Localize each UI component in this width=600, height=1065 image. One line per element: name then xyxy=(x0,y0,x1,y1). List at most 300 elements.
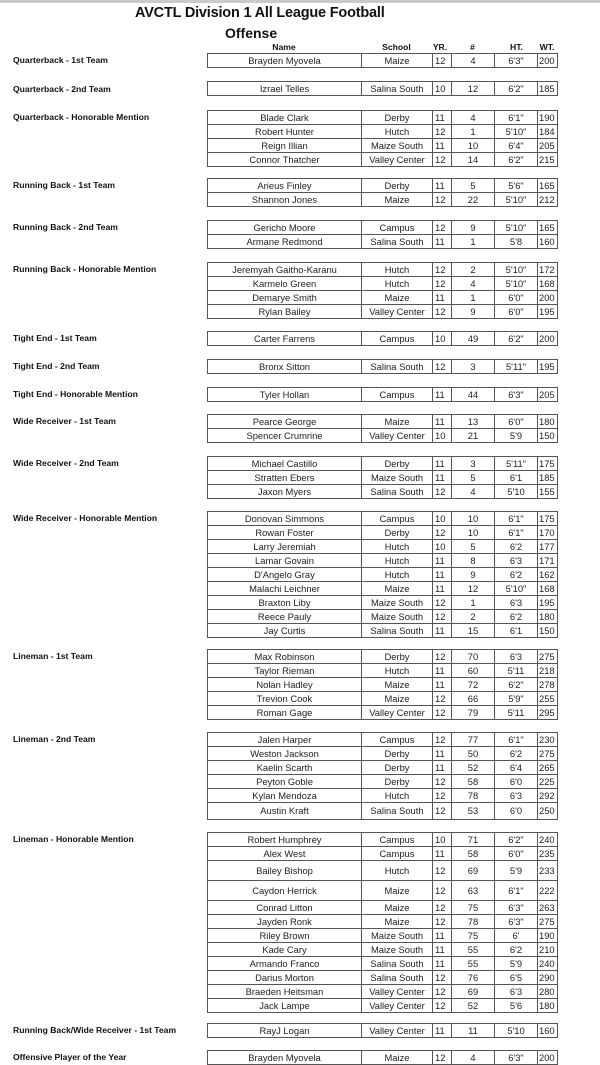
player-weight-cell: 190 xyxy=(538,929,558,943)
player-height-cell: 6'2 xyxy=(495,943,538,957)
player-weight-cell: 165 xyxy=(538,221,558,235)
player-name-cell: Riley Brown xyxy=(208,929,362,943)
player-height-cell: 6'0" xyxy=(495,847,538,861)
player-number-cell: 75 xyxy=(452,901,495,915)
player-year-cell: 12 xyxy=(433,526,452,540)
player-name-cell: Michael Castillo xyxy=(208,457,362,471)
player-name-cell: Jay Curtis xyxy=(208,624,362,638)
player-weight-cell: 177 xyxy=(538,540,558,554)
player-school-cell: Maize xyxy=(362,881,433,901)
player-school-cell: Valley Center xyxy=(362,1024,433,1038)
player-number-cell: 11 xyxy=(452,1024,495,1038)
player-year-cell: 11 xyxy=(433,929,452,943)
player-weight-cell: 218 xyxy=(538,664,558,678)
player-weight-cell: 290 xyxy=(538,971,558,985)
player-school-cell: Maize xyxy=(362,291,433,305)
player-height-cell: 6'2" xyxy=(495,678,538,692)
roster-table xyxy=(207,110,558,167)
player-number-cell: 5 xyxy=(452,540,495,554)
player-row xyxy=(208,415,558,429)
player-school-cell: Hutch xyxy=(362,568,433,582)
section-label: Running Back - 2nd Team xyxy=(13,222,118,232)
player-weight-cell: 195 xyxy=(538,360,558,374)
player-row xyxy=(208,747,558,761)
player-weight-cell: 160 xyxy=(538,1024,558,1038)
player-number-cell: 4 xyxy=(452,111,495,125)
player-year-cell: 11 xyxy=(433,179,452,193)
player-height-cell: 6' xyxy=(495,929,538,943)
player-height-cell: 5'9 xyxy=(495,429,538,443)
player-height-cell: 5'10 xyxy=(495,1024,538,1038)
player-row xyxy=(208,221,558,235)
player-number-cell: 2 xyxy=(452,610,495,624)
player-year-cell: 10 xyxy=(433,429,452,443)
roster-table xyxy=(207,53,558,68)
window-top-edge xyxy=(0,0,600,3)
player-row xyxy=(208,833,558,847)
player-year-cell: 12 xyxy=(433,277,452,291)
player-name-cell: Demarye Smith xyxy=(208,291,362,305)
roster-table xyxy=(207,649,558,720)
player-number-cell: 75 xyxy=(452,929,495,943)
roster-table xyxy=(207,1050,558,1065)
player-weight-cell: 200 xyxy=(538,291,558,305)
player-weight-cell: 212 xyxy=(538,193,558,207)
player-weight-cell: 200 xyxy=(538,332,558,346)
player-number-cell: 63 xyxy=(452,881,495,901)
player-school-cell: Hutch xyxy=(362,861,433,881)
player-row xyxy=(208,847,558,861)
player-number-cell: 1 xyxy=(452,235,495,249)
player-height-cell: 5'9" xyxy=(495,692,538,706)
player-school-cell: Derby xyxy=(362,775,433,789)
player-school-cell: Maize South xyxy=(362,471,433,485)
player-row xyxy=(208,971,558,985)
player-height-cell: 6'2 xyxy=(495,610,538,624)
player-year-cell: 12 xyxy=(433,305,452,319)
player-row xyxy=(208,526,558,540)
player-year-cell: 12 xyxy=(433,360,452,374)
player-row xyxy=(208,706,558,720)
player-height-cell: 6'2" xyxy=(495,833,538,847)
player-school-cell: Hutch xyxy=(362,789,433,803)
player-year-cell: 12 xyxy=(433,1051,452,1065)
player-school-cell: Maize xyxy=(362,1051,433,1065)
player-weight-cell: 160 xyxy=(538,235,558,249)
player-height-cell: 6'5 xyxy=(495,971,538,985)
player-school-cell: Campus xyxy=(362,833,433,847)
player-school-cell: Salina South xyxy=(362,971,433,985)
player-height-cell: 5'11 xyxy=(495,664,538,678)
player-height-cell: 6'1" xyxy=(495,881,538,901)
player-school-cell: Maize South xyxy=(362,943,433,957)
player-number-cell: 3 xyxy=(452,360,495,374)
player-row xyxy=(208,775,558,789)
player-name-cell: Jayden Ronk xyxy=(208,915,362,929)
player-number-cell: 49 xyxy=(452,332,495,346)
player-number-cell: 15 xyxy=(452,624,495,638)
player-number-cell: 10 xyxy=(452,139,495,153)
player-number-cell: 55 xyxy=(452,957,495,971)
player-weight-cell: 195 xyxy=(538,596,558,610)
player-name-cell: Lamar Govain xyxy=(208,554,362,568)
player-school-cell: Salina South xyxy=(362,360,433,374)
player-name-cell: Conrad Litton xyxy=(208,901,362,915)
player-row xyxy=(208,733,558,747)
player-weight-cell: 205 xyxy=(538,139,558,153)
player-school-cell: Campus xyxy=(362,733,433,747)
player-row xyxy=(208,235,558,249)
player-year-cell: 11 xyxy=(433,111,452,125)
player-row xyxy=(208,305,558,319)
player-height-cell: 6'2 xyxy=(495,747,538,761)
player-name-cell: Stratten Ebers xyxy=(208,471,362,485)
player-number-cell: 13 xyxy=(452,415,495,429)
player-row xyxy=(208,1051,558,1065)
player-number-cell: 60 xyxy=(452,664,495,678)
player-height-cell: 6'3 xyxy=(495,596,538,610)
player-height-cell: 6'0 xyxy=(495,803,538,820)
player-weight-cell: 265 xyxy=(538,761,558,775)
player-name-cell: Caydon Herrick xyxy=(208,881,362,901)
player-weight-cell: 185 xyxy=(538,471,558,485)
player-weight-cell: 275 xyxy=(538,747,558,761)
player-year-cell: 12 xyxy=(433,596,452,610)
player-school-cell: Maize South xyxy=(362,929,433,943)
roster-table xyxy=(207,732,558,820)
player-number-cell: 76 xyxy=(452,971,495,985)
section-label: Quarterback - 1st Team xyxy=(13,55,108,65)
player-height-cell: 6'1" xyxy=(495,733,538,747)
roster-table xyxy=(207,178,558,207)
player-year-cell: 11 xyxy=(433,471,452,485)
player-weight-cell: 275 xyxy=(538,915,558,929)
player-height-cell: 6'3 xyxy=(495,985,538,999)
player-weight-cell: 235 xyxy=(538,847,558,861)
player-height-cell: 5'6" xyxy=(495,179,538,193)
player-name-cell: Armane Redmond xyxy=(208,235,362,249)
player-number-cell: 78 xyxy=(452,789,495,803)
player-number-cell: 1 xyxy=(452,596,495,610)
player-row xyxy=(208,54,558,68)
player-name-cell: Malachi Leichner xyxy=(208,582,362,596)
player-number-cell: 71 xyxy=(452,833,495,847)
player-year-cell: 12 xyxy=(433,610,452,624)
player-height-cell: 5'10" xyxy=(495,125,538,139)
player-name-cell: Peyton Goble xyxy=(208,775,362,789)
player-weight-cell: 263 xyxy=(538,901,558,915)
player-height-cell: 5'9 xyxy=(495,861,538,881)
player-height-cell: 6'2 xyxy=(495,568,538,582)
player-name-cell: Carter Farrens xyxy=(208,332,362,346)
document-subtitle: Offense xyxy=(225,25,278,41)
roster-table xyxy=(207,359,558,374)
player-weight-cell: 171 xyxy=(538,554,558,568)
player-year-cell: 12 xyxy=(433,221,452,235)
player-school-cell: Maize xyxy=(362,54,433,68)
player-name-cell: Armando Franco xyxy=(208,957,362,971)
player-number-cell: 21 xyxy=(452,429,495,443)
player-school-cell: Valley Center xyxy=(362,999,433,1013)
player-number-cell: 78 xyxy=(452,915,495,929)
player-number-cell: 4 xyxy=(452,1051,495,1065)
player-weight-cell: 215 xyxy=(538,153,558,167)
player-weight-cell: 165 xyxy=(538,179,558,193)
player-number-cell: 1 xyxy=(452,125,495,139)
player-name-cell: Rylan Bailey xyxy=(208,305,362,319)
roster-table xyxy=(207,511,558,638)
section-label: Tight End - 2nd Team xyxy=(13,361,100,371)
column-header-weight: WT. xyxy=(539,42,555,52)
player-name-cell: Kaelin Scarth xyxy=(208,761,362,775)
player-name-cell: Taylor Rieman xyxy=(208,664,362,678)
player-number-cell: 3 xyxy=(452,457,495,471)
player-name-cell: D'Angelo Gray xyxy=(208,568,362,582)
player-school-cell: Hutch xyxy=(362,540,433,554)
player-school-cell: Hutch xyxy=(362,664,433,678)
player-year-cell: 12 xyxy=(433,999,452,1013)
player-weight-cell: 150 xyxy=(538,429,558,443)
player-weight-cell: 280 xyxy=(538,985,558,999)
player-row xyxy=(208,692,558,706)
column-header-height: HT. xyxy=(510,42,523,52)
player-school-cell: Derby xyxy=(362,457,433,471)
player-row xyxy=(208,803,558,820)
player-height-cell: 5'10 xyxy=(495,485,538,499)
player-number-cell: 79 xyxy=(452,706,495,720)
player-row xyxy=(208,179,558,193)
player-year-cell: 12 xyxy=(433,733,452,747)
player-number-cell: 58 xyxy=(452,847,495,861)
player-year-cell: 12 xyxy=(433,153,452,167)
player-year-cell: 11 xyxy=(433,847,452,861)
player-row xyxy=(208,624,558,638)
player-name-cell: Jalen Harper xyxy=(208,733,362,747)
player-year-cell: 12 xyxy=(433,706,452,720)
player-number-cell: 55 xyxy=(452,943,495,957)
player-height-cell: 5'8 xyxy=(495,235,538,249)
player-name-cell: Jaxon Myers xyxy=(208,485,362,499)
player-name-cell: Larry Jeremiah xyxy=(208,540,362,554)
player-school-cell: Salina South xyxy=(362,82,433,96)
roster-table xyxy=(207,220,558,249)
roster-table xyxy=(207,456,558,499)
player-school-cell: Maize xyxy=(362,582,433,596)
player-row xyxy=(208,929,558,943)
player-weight-cell: 150 xyxy=(538,624,558,638)
section-label: Quarterback - 2nd Team xyxy=(13,84,111,94)
player-row xyxy=(208,985,558,999)
player-height-cell: 6'0" xyxy=(495,291,538,305)
player-height-cell: 6'4" xyxy=(495,139,538,153)
column-header-number: # xyxy=(470,42,475,52)
player-year-cell: 12 xyxy=(433,985,452,999)
player-year-cell: 10 xyxy=(433,540,452,554)
player-weight-cell: 175 xyxy=(538,457,558,471)
player-height-cell: 6'1" xyxy=(495,512,538,526)
player-school-cell: Derby xyxy=(362,650,433,664)
player-weight-cell: 180 xyxy=(538,999,558,1013)
player-number-cell: 10 xyxy=(452,512,495,526)
player-year-cell: 12 xyxy=(433,901,452,915)
player-name-cell: Jeremyah Gaitho-Karanu xyxy=(208,263,362,277)
player-year-cell: 12 xyxy=(433,54,452,68)
section-label: Tight End - 1st Team xyxy=(13,333,97,343)
player-row xyxy=(208,582,558,596)
player-height-cell: 5'6 xyxy=(495,999,538,1013)
player-name-cell: Spencer Crumrine xyxy=(208,429,362,443)
player-school-cell: Campus xyxy=(362,388,433,402)
player-number-cell: 9 xyxy=(452,568,495,582)
player-number-cell: 58 xyxy=(452,775,495,789)
player-height-cell: 6'3 xyxy=(495,554,538,568)
player-school-cell: Campus xyxy=(362,512,433,526)
player-name-cell: Nolan Hadley xyxy=(208,678,362,692)
player-row xyxy=(208,153,558,167)
player-year-cell: 11 xyxy=(433,139,452,153)
player-number-cell: 22 xyxy=(452,193,495,207)
player-weight-cell: 162 xyxy=(538,568,558,582)
player-year-cell: 11 xyxy=(433,415,452,429)
player-school-cell: Valley Center xyxy=(362,706,433,720)
player-number-cell: 69 xyxy=(452,861,495,881)
column-header-name: Name xyxy=(272,42,296,52)
player-row xyxy=(208,999,558,1013)
player-name-cell: Reign Illian xyxy=(208,139,362,153)
player-height-cell: 6'0" xyxy=(495,415,538,429)
roster-table xyxy=(207,387,558,402)
player-row xyxy=(208,610,558,624)
player-weight-cell: 168 xyxy=(538,277,558,291)
player-weight-cell: 184 xyxy=(538,125,558,139)
player-name-cell: Arieus Finley xyxy=(208,179,362,193)
player-school-cell: Hutch xyxy=(362,263,433,277)
player-school-cell: Valley Center xyxy=(362,305,433,319)
player-year-cell: 12 xyxy=(433,861,452,881)
player-school-cell: Maize xyxy=(362,415,433,429)
player-year-cell: 12 xyxy=(433,915,452,929)
player-weight-cell: 168 xyxy=(538,582,558,596)
player-school-cell: Valley Center xyxy=(362,985,433,999)
player-row xyxy=(208,82,558,96)
player-name-cell: Gericho Moore xyxy=(208,221,362,235)
section-label: Running Back - 1st Team xyxy=(13,180,116,190)
player-name-cell: Weston Jackson xyxy=(208,747,362,761)
player-school-cell: Salina South xyxy=(362,957,433,971)
player-school-cell: Campus xyxy=(362,847,433,861)
player-row xyxy=(208,471,558,485)
player-school-cell: Hutch xyxy=(362,277,433,291)
player-number-cell: 10 xyxy=(452,526,495,540)
player-name-cell: Reece Pauly xyxy=(208,610,362,624)
player-year-cell: 11 xyxy=(433,624,452,638)
player-year-cell: 11 xyxy=(433,582,452,596)
player-year-cell: 10 xyxy=(433,512,452,526)
player-weight-cell: 200 xyxy=(538,54,558,68)
player-school-cell: Valley Center xyxy=(362,153,433,167)
player-name-cell: Shannon Jones xyxy=(208,193,362,207)
player-row xyxy=(208,125,558,139)
section-label: Tight End - Honorable Mention xyxy=(13,389,138,399)
player-school-cell: Salina South xyxy=(362,624,433,638)
player-row xyxy=(208,678,558,692)
player-school-cell: Maize xyxy=(362,193,433,207)
player-height-cell: 6'0" xyxy=(495,305,538,319)
player-number-cell: 8 xyxy=(452,554,495,568)
player-number-cell: 2 xyxy=(452,263,495,277)
player-year-cell: 11 xyxy=(433,554,452,568)
player-height-cell: 5'11" xyxy=(495,457,538,471)
section-label: Lineman - 1st Team xyxy=(13,651,93,661)
player-weight-cell: 195 xyxy=(538,305,558,319)
player-year-cell: 12 xyxy=(433,789,452,803)
player-year-cell: 11 xyxy=(433,1024,452,1038)
player-year-cell: 12 xyxy=(433,803,452,820)
player-row xyxy=(208,881,558,901)
player-school-cell: Maize South xyxy=(362,596,433,610)
player-name-cell: Bailey Bishop xyxy=(208,861,362,881)
player-number-cell: 52 xyxy=(452,999,495,1013)
player-name-cell: Karmelo Green xyxy=(208,277,362,291)
player-school-cell: Hutch xyxy=(362,554,433,568)
player-year-cell: 12 xyxy=(433,692,452,706)
player-name-cell: Tyler Hollan xyxy=(208,388,362,402)
player-row xyxy=(208,457,558,471)
player-row xyxy=(208,540,558,554)
player-row xyxy=(208,861,558,881)
player-weight-cell: 295 xyxy=(538,706,558,720)
player-year-cell: 11 xyxy=(433,235,452,249)
player-number-cell: 5 xyxy=(452,179,495,193)
player-name-cell: Austin Kraft xyxy=(208,803,362,820)
player-weight-cell: 230 xyxy=(538,733,558,747)
player-number-cell: 69 xyxy=(452,985,495,999)
player-weight-cell: 185 xyxy=(538,82,558,96)
player-weight-cell: 292 xyxy=(538,789,558,803)
player-name-cell: Braeden Heitsman xyxy=(208,985,362,999)
player-school-cell: Maize xyxy=(362,901,433,915)
player-weight-cell: 250 xyxy=(538,803,558,820)
player-weight-cell: 190 xyxy=(538,111,558,125)
player-weight-cell: 255 xyxy=(538,692,558,706)
player-year-cell: 12 xyxy=(433,485,452,499)
section-label: Wide Receiver - Honorable Mention xyxy=(13,513,158,523)
player-height-cell: 6'4 xyxy=(495,761,538,775)
player-row xyxy=(208,332,558,346)
player-row xyxy=(208,291,558,305)
player-weight-cell: 172 xyxy=(538,263,558,277)
player-row xyxy=(208,263,558,277)
player-year-cell: 11 xyxy=(433,568,452,582)
player-number-cell: 4 xyxy=(452,485,495,499)
player-name-cell: Kade Cary xyxy=(208,943,362,957)
player-weight-cell: 180 xyxy=(538,415,558,429)
section-label: Running Back/Wide Receiver - 1st Team xyxy=(13,1025,177,1035)
player-number-cell: 12 xyxy=(452,82,495,96)
player-row xyxy=(208,1024,558,1038)
player-year-cell: 11 xyxy=(433,957,452,971)
player-height-cell: 6'1 xyxy=(495,624,538,638)
section-label: Lineman - Honorable Mention xyxy=(13,834,134,844)
player-year-cell: 10 xyxy=(433,82,452,96)
player-name-cell: Brayden Myovela xyxy=(208,54,362,68)
player-height-cell: 6'2" xyxy=(495,153,538,167)
player-school-cell: Derby xyxy=(362,747,433,761)
player-height-cell: 5'10" xyxy=(495,193,538,207)
player-height-cell: 6'3" xyxy=(495,54,538,68)
player-row xyxy=(208,957,558,971)
player-school-cell: Maize xyxy=(362,678,433,692)
